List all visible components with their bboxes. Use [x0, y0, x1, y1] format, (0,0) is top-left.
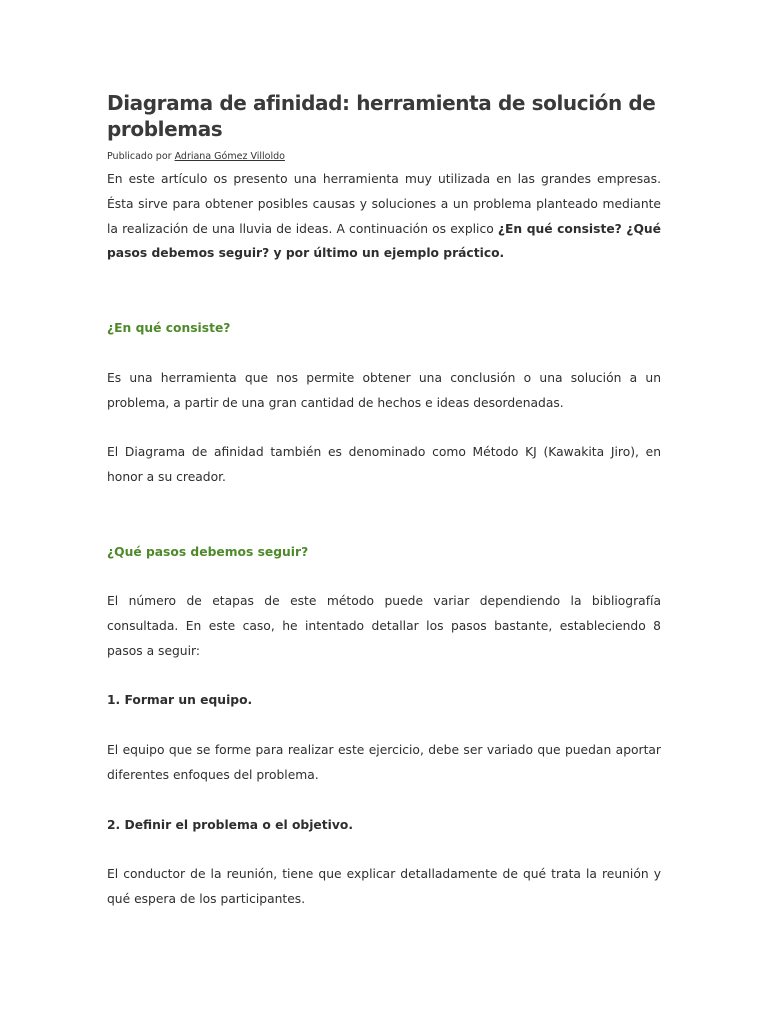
- section1-paragraph-1: Es una herramienta que nos permite obtener una conclusión o una solución a un problema, a partir de una gran cantidad de hechos e ideas desordenadas.: [107, 371, 661, 410]
- article-header: [107, 90, 661, 164]
- section-heading-pasos: ¿Qué pasos debemos seguir?: [107, 545, 309, 559]
- section1-paragraph-2: El Diagrama de afinidad también es denominado como Método KJ (Kawakita Jiro), en honor a su creador.: [107, 445, 661, 484]
- step-2-heading: 2. Definir el problema o el objetivo.: [107, 818, 353, 832]
- step-1-text: El equipo que se forme para realizar este ejercicio, debe ser variado que puedan aportar diferentes enfoques del problema.: [107, 743, 661, 782]
- byline-prefix: Publicado por: [107, 151, 175, 162]
- section-heading-en-que-consiste: ¿En qué consiste?: [107, 321, 231, 335]
- step-1-heading: 1. Formar un equipo.: [107, 693, 253, 707]
- page-title: Diagrama de afinidad: herramienta de solución de problemas: [107, 91, 656, 141]
- section2-paragraph-1: El número de etapas de este método puede variar dependiendo la bibliografía consultada. En este caso, he intentado detallar los pasos bastante, estableciendo 8 pasos a seguir:: [107, 594, 661, 658]
- byline: [107, 150, 661, 164]
- intro-paragraph: [107, 167, 661, 266]
- author-link[interactable]: Adriana Gómez Villoldo: [174, 151, 285, 162]
- intro-text: En este artículo os presento una herramienta muy utilizada en las grandes empresas. Ésta sirve para obtener posibles causas y soluciones a un problema planteado mediante la realización de una lluvia de ideas. A continuación os explico: [107, 172, 661, 236]
- intro-bold-text: ¿En qué consiste? ¿Qué pasos debemos seguir? y por último un ejemplo práctico.: [107, 221, 661, 261]
- step-2-text: El conductor de la reunión, tiene que explicar detalladamente de qué trata la reunión y qué espera de los participantes.: [107, 867, 661, 906]
